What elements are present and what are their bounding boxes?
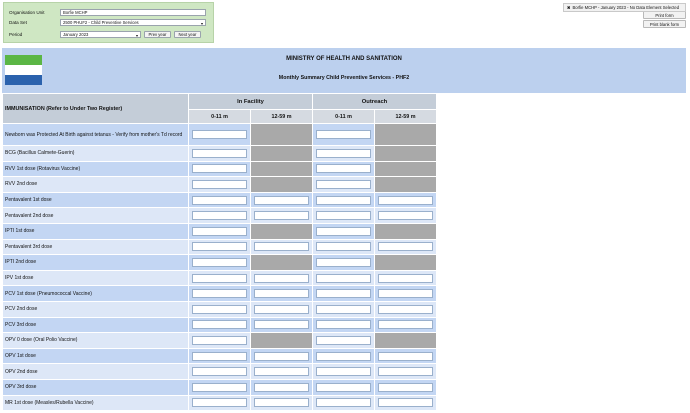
data-element-name: Newborn was Protected At Birth against tetanus - Verify from mother's Td record: [3, 124, 189, 146]
subcolumn-header: 0-11 m: [189, 110, 251, 124]
entry-cell: [189, 395, 251, 411]
disabled-cell: [251, 161, 313, 177]
org-unit-field[interactable]: Borfie MCHP: [60, 9, 206, 16]
entry-cell: [313, 333, 375, 349]
subcolumn-header: 0-11 m: [313, 110, 375, 124]
entry-cell: [189, 146, 251, 162]
entry-cell: [313, 124, 375, 146]
entry-cell: [189, 286, 251, 302]
org-unit-label: Organisation Unit: [9, 9, 45, 15]
entry-cell: [189, 255, 251, 271]
group-in-facility: In Facility: [189, 94, 313, 110]
ministry-title: MINISTRY OF HEALTH AND SANITATION: [286, 56, 402, 62]
value-input[interactable]: [378, 274, 433, 283]
chevron-down-icon: ▾: [135, 32, 138, 38]
value-input[interactable]: [192, 289, 247, 298]
entry-cell: [251, 395, 313, 411]
group-outreach: Outreach: [313, 94, 437, 110]
data-element-name: IPTI 2nd dose: [3, 255, 189, 271]
value-input[interactable]: [192, 398, 247, 407]
entry-cell: [251, 192, 313, 208]
value-input[interactable]: [192, 274, 247, 283]
disabled-cell: [375, 161, 437, 177]
table-row: [3, 177, 437, 193]
entry-cell: [375, 364, 437, 380]
entry-cell: [313, 317, 375, 333]
entry-cell: [251, 317, 313, 333]
data-element-name: Pentavalent 1st dose: [3, 192, 189, 208]
value-input[interactable]: [316, 398, 371, 407]
period-value: January 2023: [63, 31, 89, 37]
disabled-cell: [251, 177, 313, 193]
value-input[interactable]: [254, 383, 309, 392]
value-input[interactable]: [192, 305, 247, 314]
table-row: [3, 364, 437, 380]
table-row: [3, 161, 437, 177]
value-input[interactable]: [378, 383, 433, 392]
data-element-name: MR 1st dose (Measles/Rubella Vaccine): [3, 395, 189, 411]
entry-cell: [251, 348, 313, 364]
table-row: [3, 255, 437, 271]
entry-cell: [189, 124, 251, 146]
disabled-cell: [251, 124, 313, 146]
dataset-label: Data Set: [9, 19, 27, 25]
entry-cell: [313, 364, 375, 380]
entry-cell: [251, 379, 313, 395]
notification-bar: [563, 3, 686, 12]
entry-cell: [189, 239, 251, 255]
table-row: [3, 223, 437, 239]
subcolumn-header: 12-59 m: [375, 110, 437, 124]
org-unit-row: [9, 8, 206, 16]
value-input[interactable]: [192, 164, 247, 173]
value-input[interactable]: [254, 196, 309, 205]
entry-cell: [313, 395, 375, 411]
value-input[interactable]: [316, 149, 371, 158]
value-input[interactable]: [316, 305, 371, 314]
disabled-cell: [375, 333, 437, 349]
disabled-cell: [375, 146, 437, 162]
value-input[interactable]: [254, 242, 309, 251]
entry-cell: [313, 270, 375, 286]
period-row: [9, 30, 201, 38]
table-row: [3, 317, 437, 333]
subcolumn-header: 12-59 m: [251, 110, 313, 124]
value-input[interactable]: [316, 274, 371, 283]
data-element-name: PCV 2nd dose: [3, 301, 189, 317]
notification-text: Borfie MCHP - January 2023 - No Data Element Selected: [572, 5, 680, 10]
value-input[interactable]: [192, 227, 247, 236]
next-year-button[interactable]: Next year: [174, 31, 201, 38]
period-label: Period: [9, 31, 23, 37]
value-input[interactable]: [378, 242, 433, 251]
form-header: [2, 48, 686, 93]
entry-cell: [189, 223, 251, 239]
value-input[interactable]: [316, 164, 371, 173]
entry-cell: [313, 192, 375, 208]
value-input[interactable]: [192, 336, 247, 345]
entry-cell: [313, 223, 375, 239]
value-input[interactable]: [378, 352, 433, 361]
entry-cell: [251, 208, 313, 224]
data-element-name: OPV 3rd dose: [3, 379, 189, 395]
dataset-select[interactable]: [60, 19, 206, 26]
value-input[interactable]: [316, 196, 371, 205]
value-input[interactable]: [316, 320, 371, 329]
value-input[interactable]: [378, 289, 433, 298]
print-form-button[interactable]: Print form: [643, 11, 686, 19]
data-element-name: RVV 2nd dose: [3, 177, 189, 193]
value-input[interactable]: [254, 367, 309, 376]
table-row: [3, 301, 437, 317]
entry-cell: [313, 177, 375, 193]
value-input[interactable]: [316, 367, 371, 376]
entry-cell: [189, 364, 251, 380]
value-input[interactable]: [316, 180, 371, 189]
entry-cell: [313, 161, 375, 177]
close-icon[interactable]: ✖: [567, 5, 571, 10]
data-element-name: PCV 3rd dose: [3, 317, 189, 333]
table-row: [3, 146, 437, 162]
disabled-cell: [375, 177, 437, 193]
entry-cell: [251, 239, 313, 255]
entry-cell: [375, 286, 437, 302]
section-title: IMMUNISATION (Refer to Under Two Register): [3, 94, 189, 124]
print-blank-form-button[interactable]: Print blank form: [643, 20, 686, 28]
table-row: [3, 208, 437, 224]
entry-cell: [189, 333, 251, 349]
entry-cell: [375, 239, 437, 255]
entry-cell: [375, 192, 437, 208]
table-row: [3, 192, 437, 208]
data-element-name: Pentavalent 3rd dose: [3, 239, 189, 255]
entry-cell: [375, 348, 437, 364]
chevron-down-icon: ▾: [200, 20, 203, 26]
entry-cell: [189, 317, 251, 333]
value-input[interactable]: [316, 336, 371, 345]
value-input[interactable]: [192, 149, 247, 158]
selection-panel: [3, 2, 214, 43]
table-row: [3, 333, 437, 349]
value-input[interactable]: [316, 227, 371, 236]
dataset-row: [9, 18, 206, 26]
entry-cell: [313, 208, 375, 224]
value-input[interactable]: [192, 320, 247, 329]
value-input[interactable]: [254, 274, 309, 283]
table-row: [3, 270, 437, 286]
data-element-name: Pentavalent 2nd dose: [3, 208, 189, 224]
value-input[interactable]: [316, 242, 371, 251]
entry-cell: [375, 379, 437, 395]
value-input[interactable]: [378, 320, 433, 329]
data-element-name: IPTI 1st dose: [3, 223, 189, 239]
data-element-name: IPV 1st dose: [3, 270, 189, 286]
entry-cell: [375, 317, 437, 333]
entry-cell: [189, 161, 251, 177]
disabled-cell: [251, 255, 313, 271]
dataset-value: 2500 PHUF2 - Child Preventive Services: [63, 19, 139, 25]
entry-cell: [313, 379, 375, 395]
value-input[interactable]: [254, 398, 309, 407]
table-row: [3, 379, 437, 395]
value-input[interactable]: [192, 383, 247, 392]
entry-cell: [375, 301, 437, 317]
value-input[interactable]: [192, 352, 247, 361]
entry-cell: [189, 192, 251, 208]
entry-cell: [189, 270, 251, 286]
data-element-name: OPV 0 dose (Oral Polio Vaccine): [3, 333, 189, 349]
entry-cell: [313, 348, 375, 364]
period-select[interactable]: [60, 31, 141, 38]
entry-cell: [313, 286, 375, 302]
value-input[interactable]: [192, 130, 247, 139]
value-input[interactable]: [192, 211, 247, 220]
entry-cell: [189, 301, 251, 317]
disabled-cell: [375, 124, 437, 146]
value-input[interactable]: [192, 196, 247, 205]
value-input[interactable]: [192, 258, 247, 267]
value-input[interactable]: [316, 258, 371, 267]
immunisation-table: [2, 93, 437, 411]
disabled-cell: [251, 333, 313, 349]
entry-cell: [375, 270, 437, 286]
entry-cell: [251, 301, 313, 317]
value-input[interactable]: [378, 305, 433, 314]
entry-cell: [189, 348, 251, 364]
value-input[interactable]: [378, 398, 433, 407]
data-element-name: OPV 2nd dose: [3, 364, 189, 380]
value-input[interactable]: [316, 289, 371, 298]
value-input[interactable]: [316, 352, 371, 361]
value-input[interactable]: [192, 367, 247, 376]
data-element-name: BCG (Bacillus Calmete-Guerin): [3, 146, 189, 162]
value-input[interactable]: [254, 305, 309, 314]
table-row: [3, 395, 437, 411]
entry-cell: [251, 270, 313, 286]
form-subtitle: Monthly Summary Child Preventive Services - PHF2: [278, 75, 410, 81]
disabled-cell: [375, 255, 437, 271]
data-element-name: OPV 1st dose: [3, 348, 189, 364]
entry-cell: [313, 301, 375, 317]
value-input[interactable]: [378, 196, 433, 205]
disabled-cell: [251, 146, 313, 162]
entry-cell: [189, 208, 251, 224]
table-row: [3, 286, 437, 302]
value-input[interactable]: [316, 130, 371, 139]
value-input[interactable]: [316, 211, 371, 220]
entry-cell: [189, 177, 251, 193]
flag-stripe-middle: [5, 65, 42, 75]
entry-cell: [251, 286, 313, 302]
entry-cell: [189, 379, 251, 395]
value-input[interactable]: [254, 211, 309, 220]
table-row: [3, 239, 437, 255]
value-input[interactable]: [192, 180, 247, 189]
entry-cell: [375, 395, 437, 411]
table-row: [3, 124, 437, 146]
disabled-cell: [251, 223, 313, 239]
table-row: [3, 348, 437, 364]
entry-cell: [313, 255, 375, 271]
value-input[interactable]: [254, 289, 309, 298]
entry-cell: [313, 239, 375, 255]
entry-cell: [313, 146, 375, 162]
value-input[interactable]: [316, 383, 371, 392]
entry-cell: [251, 364, 313, 380]
prev-year-button[interactable]: Prev year: [144, 31, 171, 38]
value-input[interactable]: [254, 320, 309, 329]
disabled-cell: [375, 223, 437, 239]
value-input[interactable]: [254, 352, 309, 361]
data-element-name: PCV 1st dose (Pneumococcal Vaccine): [3, 286, 189, 302]
entry-cell: [375, 208, 437, 224]
value-input[interactable]: [192, 242, 247, 251]
data-element-name: RVV 1st dose (Rotavirus Vaccine): [3, 161, 189, 177]
value-input[interactable]: [378, 211, 433, 220]
value-input[interactable]: [378, 367, 433, 376]
